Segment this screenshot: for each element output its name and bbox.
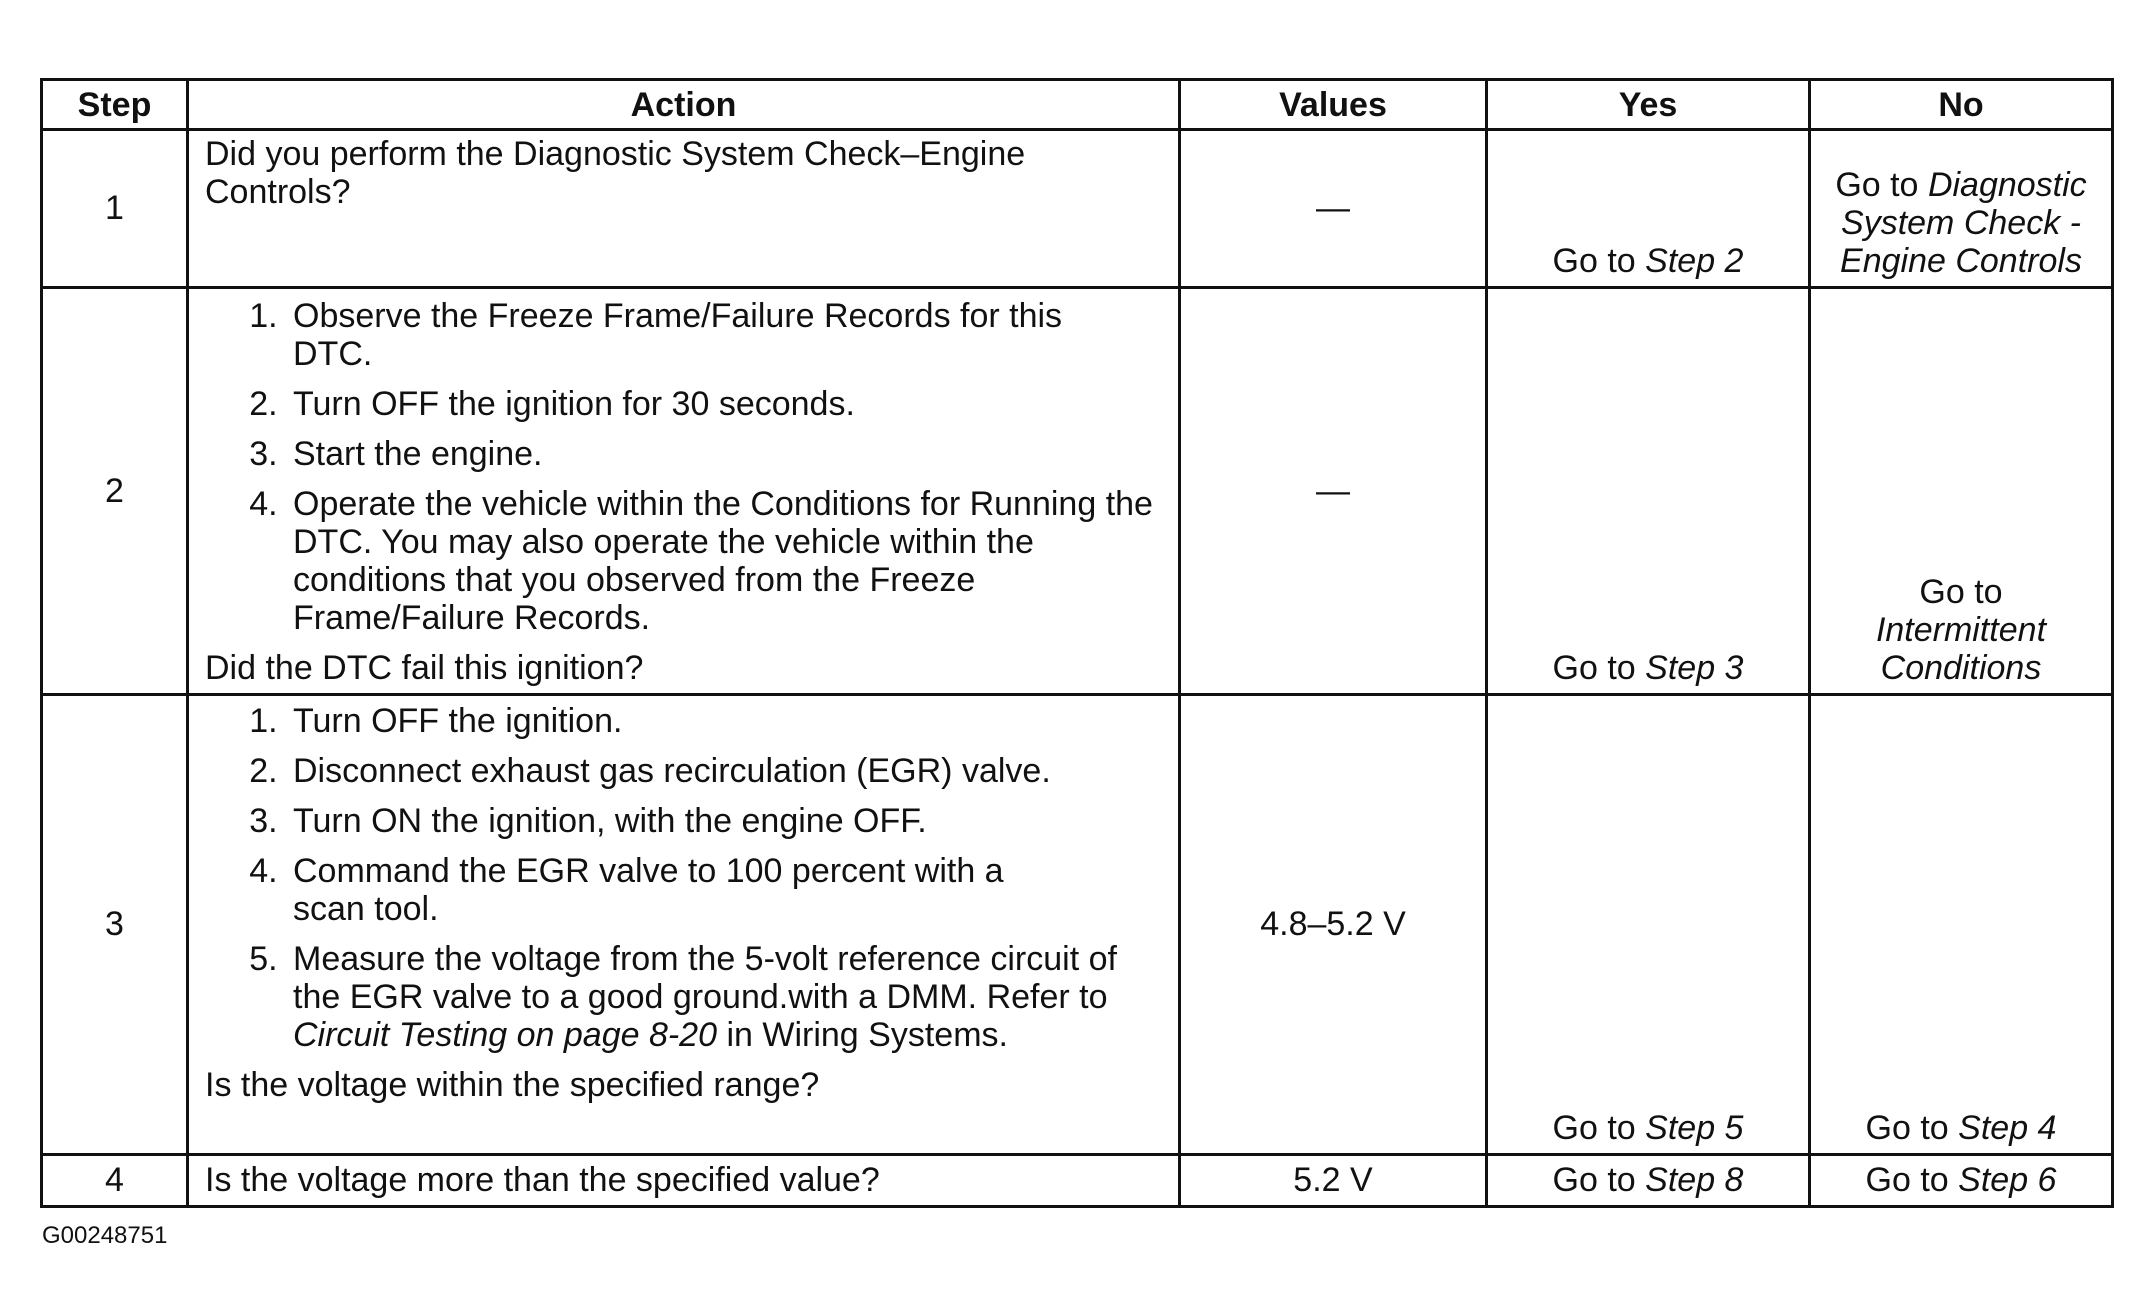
action-step: 4. Operate the vehicle within the Conditions for Running the DTC. You may also operate the vehicle within the conditions that you observed from the Freeze Frame/Failure Records. [287,485,1164,637]
yes-cell[interactable] [1487,130,1810,288]
table-row [42,287,2113,694]
action-step: 3. Turn ON the ignition, with the engine OFF. [287,802,1164,840]
yes-link[interactable]: Step 2 [1645,241,1744,280]
diagnostic-table [40,78,2114,1208]
value-cell: — [1180,130,1487,288]
no-link[interactable]: Intermittent Conditions [1875,611,2047,688]
action-steps-list [205,702,1164,1054]
value-cell: — [1180,287,1487,694]
yes-prefix: Go to [1552,1108,1636,1147]
header-yes: Yes [1487,80,1810,130]
action-step: 4. Command the EGR valve to 100 percent with a scan tool. [287,852,1083,928]
no-cell[interactable] [1810,287,2113,694]
header-step: Step [42,80,188,130]
no-prefix: Go to [1835,165,1919,204]
action-question: Is the voltage more than the specified value? [205,1161,880,1200]
value-cell: 4.8–5.2 V [1180,695,1487,1155]
header-no: No [1810,80,2113,130]
yes-cell[interactable] [1487,287,1810,694]
no-link[interactable]: Step 6 [1958,1161,2057,1200]
yes-link[interactable]: Step 5 [1645,1108,1744,1147]
action-cell [188,1154,1180,1206]
table-row [42,695,2113,1155]
yes-prefix: Go to [1552,1161,1636,1200]
step-number: 3 [42,695,188,1155]
no-prefix: Go to [1865,1108,1949,1147]
action-step: 2. Disconnect exhaust gas recirculation (EGR) valve. [287,752,1164,790]
step-number: 1 [42,130,188,288]
no-link[interactable]: Diagnostic System Check - Engine Controls [1840,165,2087,280]
no-prefix: Go to [1919,573,2003,612]
reference-link[interactable]: Circuit Testing on page 8-20 [293,1016,718,1055]
action-question: Did you perform the Diagnostic System Check–Engine Controls? [205,135,1026,212]
no-cell[interactable] [1810,130,2113,288]
yes-prefix: Go to [1552,649,1636,688]
value-cell: 5.2 V [1180,1154,1487,1206]
header-row [42,80,2113,130]
action-step: 1. Observe the Freeze Frame/Failure Records for this DTC. [287,297,1083,373]
yes-link[interactable]: Step 8 [1645,1161,1744,1200]
action-cell [188,130,1180,288]
action-step: 5. Measure the voltage from the 5-volt reference circuit of the EGR valve to a good ground.with a DMM. Refer to Circuit Testing on page 8-20 in Wiring Systems. [287,940,1164,1054]
header-values: Values [1180,80,1487,130]
action-step: 2. Turn OFF the ignition for 30 seconds. [287,385,1164,423]
figure-code: G00248751 [42,1222,168,1249]
action-cell [188,695,1180,1155]
header-action: Action [188,80,1180,130]
step-number: 2 [42,287,188,694]
table-row [42,130,2113,288]
yes-cell[interactable] [1487,1154,1810,1206]
yes-link[interactable]: Step 3 [1645,649,1744,688]
no-cell[interactable] [1810,1154,2113,1206]
action-step: 1. Turn OFF the ignition. [287,702,1164,740]
step-number: 4 [42,1154,188,1206]
table-row [42,1154,2113,1206]
yes-prefix: Go to [1552,241,1636,280]
action-cell [188,287,1180,694]
action-step: 3. Start the engine. [287,435,1164,473]
no-cell[interactable] [1810,695,2113,1155]
action-question: Is the voltage within the specified range? [205,1066,820,1105]
yes-cell[interactable] [1487,695,1810,1155]
action-steps-list [205,297,1164,637]
action-question: Did the DTC fail this ignition? [205,648,644,687]
no-link[interactable]: Step 4 [1958,1108,2057,1147]
no-prefix: Go to [1865,1161,1949,1200]
